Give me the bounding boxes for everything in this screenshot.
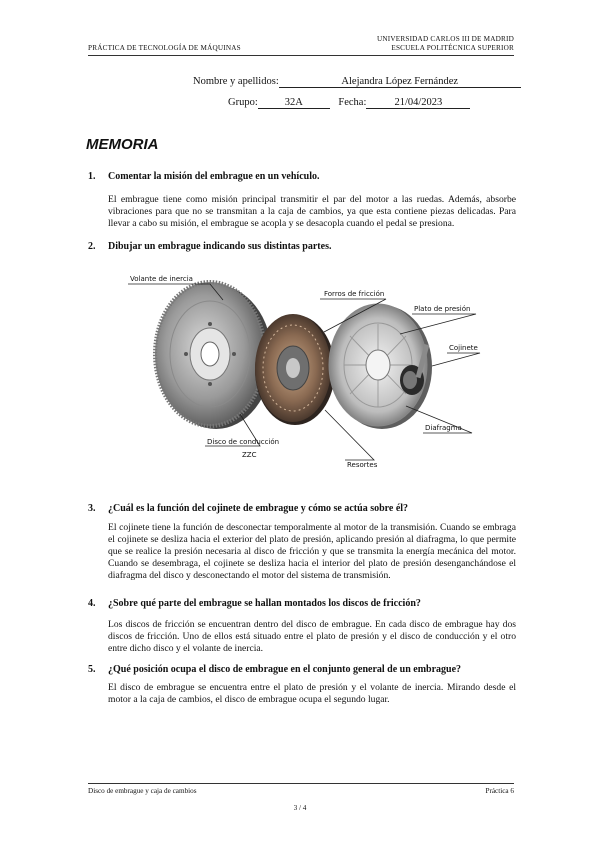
question-1-number: 1. (88, 171, 96, 182)
question-5-number: 5. (88, 664, 96, 675)
question-1-title: Comentar la misión del embrague en un vehículo. (108, 171, 320, 182)
question-3-answer: El cojinete tiene la función de desconectar temporalmente al motor de la transmisión. Cuando se embraga el cojinete se desliza hacia el exterior del plato de presión, aplicando presión al diafragma, lo que permite que se realice la presión necesaria al disco de fricción y que se transmita la energía mecánica del motor. Cuando se desembraga, el cojinete se desliza hacia el interior del plato de presión desenganchándose el diafragma del disco y desconectando el motor del sistema de transmisión. (108, 522, 516, 581)
group-label: Grupo: (228, 97, 258, 108)
date-value: 21/04/2023 (366, 97, 470, 109)
question-3-number: 3. (88, 503, 96, 514)
name-value: Alejandra López Fernández (279, 76, 521, 88)
label-bearing: Cojinete (449, 344, 478, 352)
date-label: Fecha: (338, 97, 367, 108)
footer-rule (88, 783, 514, 784)
question-4-answer: Los discos de fricción se encuentran dentro del disco de embrague. En cada disco de embrague hay dos discos de fricción. Uno de ellos está situado entre el plato de presión y el disco de conducción y el otro entre dicho disco y el volante de inercia. (108, 619, 516, 654)
header-left: PRÁCTICA DE TECNOLOGÍA DE MÁQUINAS (88, 44, 241, 52)
clutch-diagram (110, 262, 490, 472)
friction-disc-illustration (255, 314, 335, 425)
question-5-title: ¿Qué posición ocupa el disco de embrague en el conjunto general de un embrague? (108, 664, 462, 675)
group-value: 32A (258, 97, 330, 109)
label-diaphragm: Diafragma (425, 424, 462, 432)
flywheel-illustration (155, 282, 272, 429)
label-drive-disc-code: ZZC (242, 451, 257, 459)
question-3-title: ¿Cuál es la función del cojinete de embrague y cómo se actúa sobre él? (108, 503, 409, 514)
page-number: 3 / 4 (293, 804, 307, 812)
footer-left: Disco de embrague y caja de cambios (88, 787, 197, 795)
name-row (193, 76, 521, 88)
label-drive-disc: Disco de conducción (207, 438, 280, 446)
label-pressure-plate: Plato de presión (414, 305, 471, 313)
label-friction-pads: Forros de fricción (324, 290, 385, 298)
header-rule (88, 55, 514, 56)
header-university: UNIVERSIDAD CARLOS III DE MADRID (377, 35, 514, 43)
header-right (377, 35, 514, 53)
question-4-number: 4. (88, 598, 96, 609)
question-2-number: 2. (88, 241, 96, 252)
footer-right: Práctica 6 (485, 787, 514, 795)
question-1-answer: El embrague tiene como misión principal transmitir el par del motor a las ruedas. Además, absorbe vibraciones para que no se transmitan a la caja de cambios, ya que esta contiene piezas delicadas. Para llevar a cabo su misión, el embrague se acopla y se desacopla cuando el pedal se presiona. (108, 194, 516, 229)
header-school: ESCUELA POLITÉCNICA SUPERIOR (391, 44, 514, 52)
label-springs: Resortes (347, 461, 378, 469)
question-2-title: Dibujar un embrague indicando sus distintas partes. (108, 241, 332, 252)
question-5-answer: El disco de embrague se encuentra entre el plato de presión y el volante de inercia. Mirando desde el motor a la caja de cambios, el disco de embrague ocupa el segundo lugar. (108, 682, 516, 705)
section-title: MEMORIA (86, 136, 159, 153)
question-4-title: ¿Sobre qué parte del embrague se hallan montados los discos de fricción? (108, 598, 421, 609)
name-label: Nombre y apellidos: (193, 76, 279, 87)
label-flywheel: Volante de inercia (130, 275, 193, 283)
group-date-row (228, 97, 470, 109)
